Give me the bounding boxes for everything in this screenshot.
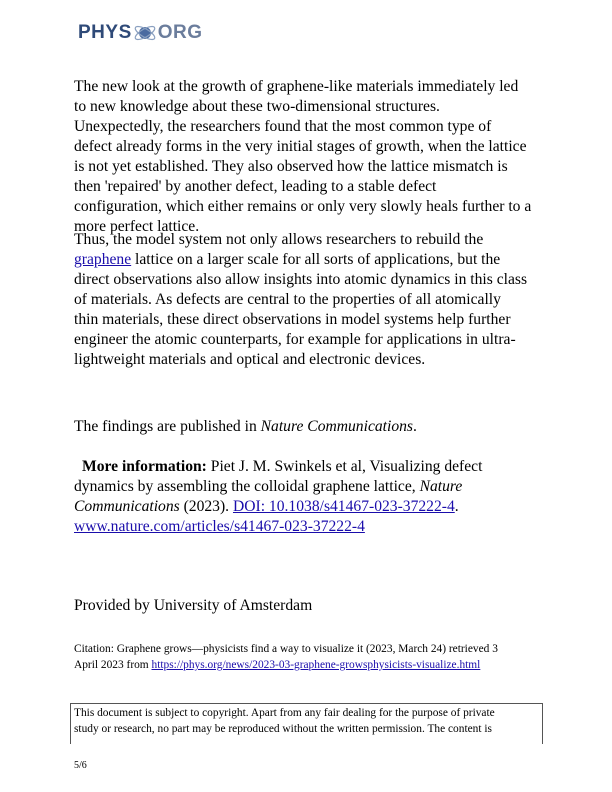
citation-link[interactable]: https://phys.org/news/2023-03-graphene-growsphysicists-visualize.html [151, 659, 481, 671]
text: lattice on a larger scale for all sorts of applications, but the [131, 251, 501, 268]
text: dynamics by assembling the colloidal graphene lattice, [74, 478, 420, 495]
journal-name: Nature Communications [260, 418, 413, 435]
text: The findings are published in [74, 418, 261, 435]
text: . [413, 418, 417, 435]
findings-line [74, 417, 417, 437]
paragraph-line: defect already forms in the very initial stages of growth, when the lattice [74, 138, 527, 155]
doi-link[interactable]: DOI: 10.1038/s41467-023-37222-4 [232, 498, 455, 515]
paragraph-line: of materials. As defects are central to the properties of all atomically [74, 291, 501, 308]
paragraph-line: Thus, the model system not only allows researchers to rebuild the [74, 231, 484, 248]
paragraph-line [74, 250, 500, 270]
citation-line [74, 657, 480, 673]
copyright-line: study or research, no part may be reproduced without the written permission. The content is [74, 723, 492, 735]
graphene-link[interactable]: graphene [74, 251, 132, 268]
paragraph-line: to new knowledge about these two-dimensional structures. [74, 98, 440, 115]
paragraph-line: is not yet established. They also observed how the lattice mismatch is [74, 158, 508, 175]
text: April 2023 from [74, 659, 152, 671]
text: (2023). [179, 498, 233, 515]
text: Piet J. M. Swinkels et al, Visualizing defect [206, 458, 483, 475]
phys-org-logo [78, 22, 203, 44]
text: Communications [74, 498, 180, 515]
text: Nature [419, 478, 463, 495]
more-info-line [74, 497, 459, 517]
citation-line: Citation: Graphene grows—physicists find a way to visualize it (2023, March 24) retrieved 3 [74, 643, 498, 655]
logo-org: ORG [157, 22, 203, 43]
paragraph-line: The new look at the growth of graphene-like materials immediately led [74, 78, 519, 95]
paragraph-line: configuration, which either remains or only very slowly heals further to a [74, 198, 532, 215]
copyright-line: This document is subject to copyright. Apart from any fair dealing for the purpose of private [74, 707, 495, 719]
more-info-line [82, 457, 482, 477]
page-number: 5/6 [74, 760, 87, 771]
logo-phys: PHYS [78, 22, 132, 43]
paragraph-line: then 'repaired' by another defect, leading to a stable defect [74, 178, 437, 195]
atom-icon [133, 22, 157, 44]
paragraph-line: thin materials, these direct observations in model systems help further [74, 311, 511, 328]
paragraph-line: engineer the atomic counterparts, for example for applications in ultra- [74, 331, 516, 348]
more-info-label: More information: [82, 458, 207, 475]
paragraph-line: direct observations also allow insights into atomic dynamics in this class [74, 271, 528, 288]
provided-by: Provided by University of Amsterdam [74, 597, 313, 614]
paragraph-line: more perfect lattice. [74, 218, 200, 235]
more-info-line [74, 477, 462, 497]
more-info-line [74, 517, 365, 537]
text: . [454, 498, 459, 515]
paragraph-line: Unexpectedly, the researchers found that the most common type of [74, 118, 492, 135]
nature-article-link[interactable]: www.nature.com/articles/s41467-023-37222-4 [74, 518, 365, 535]
paragraph-line: lightweight materials and optical and electronic devices. [74, 351, 426, 368]
